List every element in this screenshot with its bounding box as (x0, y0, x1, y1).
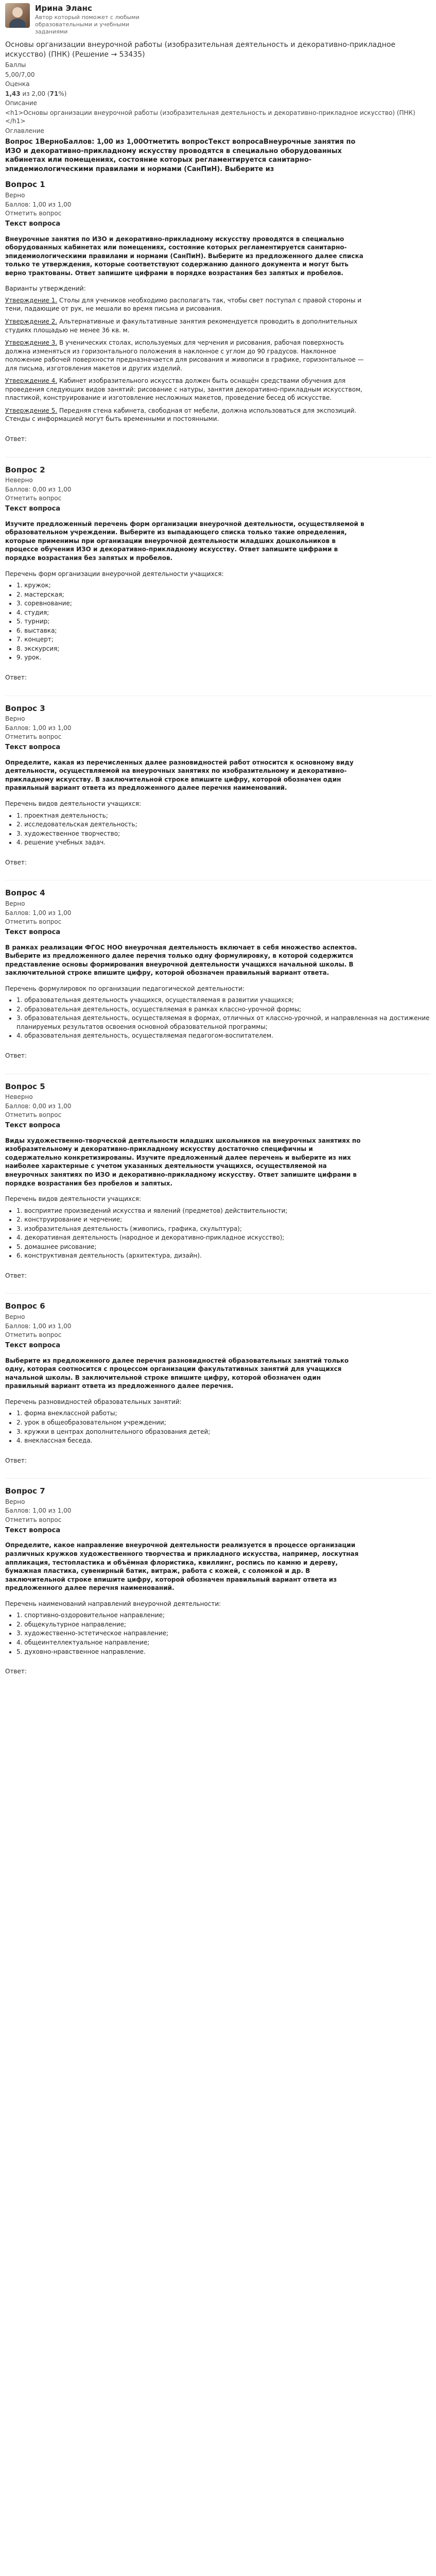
question-mark: Баллов: 1,00 из 1,00 (5, 909, 72, 917)
summary-text: Вопрос 1ВерноБаллов: 1,00 из 1,00Отметить вопросТекст вопросаВнеурочные занятия по ИЗО и декоративно-прикладному искусству проводятся в специально оборудованных кабинетах или помещениях, состояние которых регламентируется санитарно-эпидемиологическими правилами и нормами (СанПиН). Выберите из (5, 138, 356, 174)
points-value: 5,00/7,00 (5, 71, 35, 78)
question-text-label: Текст вопроса (5, 928, 61, 936)
question-number: Вопрос 3 (5, 703, 45, 713)
list-item: • 3. образовательная деятельность, осуществляемая в формах, отличных от классно-урочной, и направленная на достижение планируемых результатов освоения основной образовательной программы; (16, 1014, 431, 1031)
statement-text: Передняя стена кабинета, свободная от мебели, должна использоваться для экспозиций. Стенды с информацией могут быть временными и постоянными. (5, 406, 357, 423)
question-mark: Баллов: 1,00 из 1,00 (5, 724, 72, 732)
list-item: • 4. образовательная деятельность, осуществляемая педагогом-воспитателем. (16, 1031, 431, 1040)
list-item: • 4. внеклассная беседа. (16, 1436, 431, 1445)
list-item: • 2. общекультурное направление; (16, 1620, 431, 1629)
question-text: Определите, какое направление внеурочной деятельности реализуется в процессе организации различных кружков художественного творчества и прикладного искусства, например, лоскутная аппликация, тестопластика и объёмная флористика, квиллинг, роспись по камню и дереву, бумажная пластика, сувенирный батик, витраж, работа с кожей, с соломкой и др. В заключительной строке впишите цифру, которой обозначен правильный вариант ответа из предложенного далее перечня наименований. (5, 1541, 359, 1592)
options-intro: Перечень видов деятельности учащихся: (5, 1195, 142, 1203)
statement (5, 377, 365, 402)
avatar[interactable] (5, 3, 30, 28)
question-text: Выберите из предложенного далее перечня разновидностей образовательных занятий только одну, которая соотносится с процессом организации факультативных занятий для учащихся начальной школы. В заключительной строке впишите цифру, которой обозначен один правильный вариант ответа из предложенного далее перечня. (5, 1357, 349, 1390)
statement-text: В ученических столах, используемых для черчения и рисования, рабочая поверхность должна изменяться из горизонтального положения в наклонное с углом до 90 градусов. Наклонное положение рабочей поверхности предназначается для рисования и живописи в графике, горизонтальное — для письма, изготовления макетов и других изделий. (5, 339, 364, 372)
list-item: • 6. выставка; (16, 626, 431, 635)
question-text: Изучите предложенный перечень форм организации внеурочной деятельности, осуществляемой в образовательном учреждении. Выберите из выпадающего списка только такие определения, которые применимы при организации внеурочной деятельности младших дошкольников в процессе обучения ИЗО и декоративно-прикладному искусству. Ответ запишите цифрами в порядке возрастания без запятых и пробелов. (5, 520, 364, 562)
question-mark: Баллов: 1,00 из 1,00 (5, 1322, 72, 1330)
list-item: • 6. конструктивная деятельность (архитектура, дизайн). (16, 1251, 431, 1260)
grade-label: Оценка (5, 80, 30, 88)
statement-text: Альтернативные и факультативные занятия рекомендуется проводить в дополнительных студиях площадью не менее 36 кв. м. (5, 317, 358, 334)
question-1 (5, 179, 431, 443)
answer-label: Ответ: (5, 1052, 27, 1060)
question-4 (5, 888, 431, 1060)
grade-percent: 71 (49, 90, 59, 97)
list-item: • 3. изобразительная деятельность (живопись, графика, скульптура); (16, 1225, 431, 1233)
question-mark: Баллов: 1,00 из 1,00 (5, 1507, 72, 1515)
question-5 (5, 1081, 431, 1280)
statement-label: Утверждение 4. (5, 377, 58, 385)
list-item: • 5. домашнее рисование; (16, 1243, 431, 1251)
question-mark: Баллов: 0,00 из 1,00 (5, 1102, 72, 1110)
list-item: • 1. восприятие произведений искусства и явлений (предметов) действительности; (16, 1207, 431, 1215)
flag-question-link[interactable]: Отметить вопрос (5, 733, 62, 741)
list-item: • 5. турнир; (16, 617, 431, 626)
list-item: • 7. концерт; (16, 635, 431, 644)
options-intro: Перечень форм организации внеурочной деятельности учащихся: (5, 570, 224, 578)
divider (5, 1293, 431, 1294)
options-list (16, 581, 431, 662)
list-item: • 3. кружки в центрах дополнительного образования детей; (16, 1428, 431, 1436)
grade-value: 1,43 (5, 90, 21, 97)
answer-label: Ответ: (5, 1272, 27, 1279)
options-intro: Перечень наименований направлений внеурочной деятельности: (5, 1600, 221, 1607)
answer-label: Ответ: (5, 674, 27, 681)
list-item: • 3. художественное творчество; (16, 829, 431, 838)
statement-label: Утверждение 2. (5, 317, 58, 325)
list-item: • 4. общеинтеллектуальное направление; (16, 1638, 431, 1647)
question-status: Верно (5, 715, 25, 723)
question-number: Вопрос 2 (5, 465, 45, 474)
question-text-label: Текст вопроса (5, 1121, 61, 1129)
question-2 (5, 465, 431, 682)
options-list (16, 1611, 431, 1656)
list-item: • 1. спортивно-оздоровительное направление; (16, 1611, 431, 1620)
flag-question-link[interactable]: Отметить вопрос (5, 918, 62, 926)
statement-text: Кабинет изобразительного искусства должен быть оснащён средствами обучения для проведения следующих видов занятий: рисование с натуры, занятия декоративно-прикладным искусством, пластикой, конструирование и изготовление несложных макетов, проведение бесед об искусстве. (5, 377, 362, 402)
points-label: Баллы (5, 61, 26, 69)
answer-label: Ответ: (5, 1668, 27, 1675)
answer-label: Ответ: (5, 858, 27, 866)
divider (5, 1478, 431, 1479)
flag-question-link[interactable]: Отметить вопрос (5, 1516, 62, 1523)
question-text: Определите, какая из перечисленных далее разновидностей работ относится к основному виду деятельности, осуществляемой на внеурочных занятиях по изобразительному и декоративно-прикладному искусству. В заключительной строке впишите цифру, которой обозначен один правильный вариант ответа из предложенного далее перечня наименований. (5, 758, 354, 792)
grade-line (5, 90, 431, 98)
question-text-label: Текст вопроса (5, 1526, 61, 1534)
answer-label: Ответ: (5, 435, 27, 443)
question-text: Внеурочные занятия по ИЗО и декоративно-прикладному искусству проводятся в специально оборудованных кабинетах или помещениях, состояние которых регламентируется санитарно-эпидемиологическими правилами и нормами (СанПиН). Выберите из предложенного далее списка только те утверждения, которые соответствуют содержанию данного документа и могут быть верно трактованы. Ответ запишите цифрами в порядке возрастания без запятых и пробелов. (5, 235, 363, 277)
question-status: Верно (5, 192, 25, 199)
list-item: • 2. урок в общеобразовательном учреждении; (16, 1418, 431, 1427)
question-status: Верно (5, 1498, 25, 1505)
options-list (16, 811, 431, 847)
statement-label: Утверждение 1. (5, 296, 58, 304)
statement (5, 317, 365, 334)
options-intro: Перечень видов деятельности учащихся: (5, 800, 142, 807)
list-item: • 4. студия; (16, 608, 431, 617)
flag-question-link[interactable]: Отметить вопрос (5, 1111, 62, 1119)
question-number: Вопрос 7 (5, 1486, 45, 1496)
list-item: • 1. проектная деятельность; (16, 811, 431, 820)
statement-label: Утверждение 5. (5, 406, 58, 414)
list-item: • 3. соревнование; (16, 599, 431, 608)
question-status: Верно (5, 900, 25, 907)
question-status: Неверно (5, 1093, 33, 1101)
question-number: Вопрос 4 (5, 888, 45, 898)
flag-question-link[interactable]: Отметить вопрос (5, 210, 62, 217)
question-text: Виды художественно-творческой деятельности младших школьников на внеурочных занятиях по изобразительному и декоративно-прикладному искусству достаточно специфичны и содержательно конкретизированы. Изучите предложенный далее перечень и выберите из них наиболее характерные с учетом указанных деятельности учащихся, осуществляемой на внеурочных занятиях по ИЗО и декоративно-прикладному искусству. Ответ запишите цифрами в порядке возрастания без пробелов и запятых. (5, 1137, 361, 1187)
list-item: • 8. экскурсия; (16, 645, 431, 653)
question-text: В рамках реализации ФГОС НОО внеурочная деятельность включает в себя множество аспектов. Выберите из предложенного далее перечня только одну формулировку, в которой содержится представление основы формирования внеурочной деятельности учащихся начальной школы. В заключительной строке впишите цифру, которой обозначен правильный вариант ответа. (5, 943, 357, 977)
list-item: • 2. образовательная деятельность, осуществляемая в рамках классно-урочной формы; (16, 1005, 431, 1014)
list-item: • 3. художественно-эстетическое направление; (16, 1629, 431, 1638)
statement (5, 338, 365, 372)
statement-list (5, 296, 431, 423)
list-item: • 2. мастерская; (16, 590, 431, 599)
statement-text: Столы для учеников необходимо располагать так, чтобы свет поступал с правой стороны и тени, падающие от рук, не мешали во время письма и рисования. (5, 296, 362, 313)
question-mark: Баллов: 1,00 из 1,00 (5, 200, 72, 208)
list-item: • 2. конструирование и черчение; (16, 1215, 431, 1224)
question-status: Неверно (5, 477, 33, 484)
statement (5, 406, 365, 423)
question-number: Вопрос 6 (5, 1301, 45, 1311)
statement (5, 296, 365, 313)
question-text-label: Текст вопроса (5, 219, 61, 228)
author-card (5, 3, 431, 36)
grade-of: из 2,00 ( (22, 90, 50, 97)
author-info (35, 3, 159, 36)
list-item: • 5. духовно-нравственное направление. (16, 1648, 431, 1656)
options-list (16, 1409, 431, 1445)
list-item: • 9. урок. (16, 653, 431, 662)
summary-label: Оглавление (5, 127, 44, 135)
flag-question-link[interactable]: Отметить вопрос (5, 495, 62, 502)
question-3 (5, 703, 431, 867)
list-item: • 1. форма внеклассной работы; (16, 1409, 431, 1418)
answer-label: Ответ: (5, 1456, 27, 1464)
question-status: Верно (5, 1313, 25, 1321)
list-item: • 2. исследовательская деятельность; (16, 820, 431, 829)
author-name[interactable]: Ирина Эланс (35, 4, 92, 13)
page-title: Основы организации внеурочной работы (изобразительная деятельность и декоративно-прикладное искусство) (ПНК) (Решение → 53435) (5, 40, 396, 59)
list-item: • 4. решение учебных задач. (16, 838, 431, 847)
question-text-label: Текст вопроса (5, 743, 61, 751)
description-value: <h1>Основы организации внеурочной работы (изобразительная деятельность и декоративно-прикладное искусство) (ПНК)</h1> (5, 109, 415, 125)
question-text-label: Текст вопроса (5, 1341, 61, 1349)
question-mark: Баллов: 0,00 из 1,00 (5, 485, 72, 493)
list-item: • 1. образовательная деятельность учащихся, осуществляемая в развитии учащихся; (16, 996, 431, 1005)
flag-question-link[interactable]: Отметить вопрос (5, 1331, 62, 1339)
options-list (16, 1207, 431, 1260)
grade-close: %) (58, 90, 67, 97)
author-description: Автор который поможет с любыми образовательными и учебными заданиями (35, 13, 139, 36)
options-intro: Перечень формулировок по организации педагогической деятельности: (5, 985, 245, 992)
question-7 (5, 1486, 431, 1675)
options-list (16, 996, 431, 1040)
list-item: • 4. декоративная деятельность (народное и декоративно-прикладное искусство); (16, 1233, 431, 1242)
list-item: • 1. кружок; (16, 581, 431, 590)
question-6 (5, 1301, 431, 1465)
question-number: Вопрос 1 (5, 180, 45, 190)
question-text-label: Текст вопроса (5, 504, 61, 513)
question-number: Вопрос 5 (5, 1081, 45, 1091)
description-label: Описание (5, 99, 38, 107)
options-intro: Варианты утверждений: (5, 285, 86, 293)
options-intro: Перечень разновидностей образовательных занятий: (5, 1398, 182, 1405)
statement-label: Утверждение 3. (5, 339, 58, 347)
